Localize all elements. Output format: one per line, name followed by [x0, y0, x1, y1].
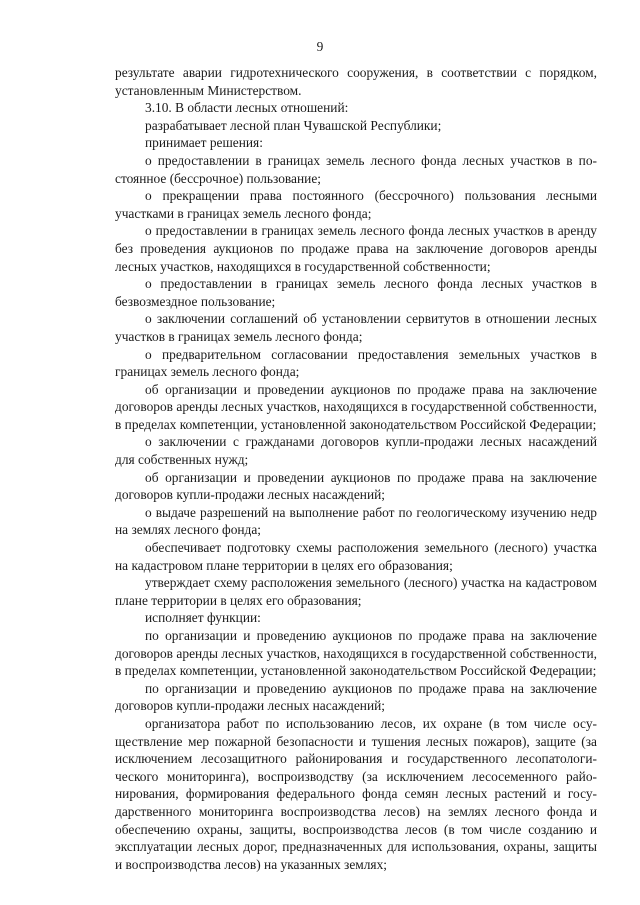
paragraph: утверждает схему расположения земельного (лесного) участка на кадастровом плане территории в целях его образования; — [115, 575, 597, 608]
paragraph: о предварительном согласовании предоставления земельных участков в границах земель лесного фонда; — [115, 346, 597, 380]
paragraph: о предоставлении в границах земель лесного фонда лесных участков в аренду без проведения аукционов по продаже права на заключение договоров аренды лесных участков, находящихся в государственной собственности; — [115, 223, 597, 274]
document-body — [115, 64, 597, 873]
paragraph: по организации и проведению аукционов по продаже права на заключение договоров купли-продажи лесных насаждений; — [115, 680, 597, 714]
paragraph: результате аварии гидротехнического сооружения, в соответствии с порядком, установленным Министерством. — [115, 65, 597, 98]
paragraph: о заключении с гражданами договоров купли-продажи лесных насаждений для собственных нужд; — [115, 434, 597, 468]
paragraph: о прекращении права постоянного (бессрочного) пользования лесными участками в границах земель лесного фонда; — [115, 188, 597, 221]
paragraph: обеспечивает подготовку схемы расположения земельного (лесного) участка на кадастровом плане территории в целях его образования; — [115, 540, 597, 573]
paragraph: о предоставлении в границах земель лесного фонда лесных участков в безвозмездное пользование; — [115, 276, 597, 309]
paragraph: принимает решения: — [145, 135, 263, 151]
paragraph: о выдаче разрешений на выполнение работ по геологическому изучению недр на землях лесного фонда; — [115, 504, 597, 538]
paragraph: разрабатывает лесной план Чувашской Республики; — [145, 117, 442, 133]
paragraph: по организации и проведению аукционов по продаже права на заключение договоров аренды лесных участков, находящихся в государственной собственности, в пределах компетенции, установленной законодательством Российской Федерации; — [115, 628, 597, 679]
paragraph: о заключении соглашений об установлении сервитутов в отношении лесных участков в границах земель лесного фонда; — [115, 311, 597, 344]
paragraph: 3.10. В области лесных отношений: — [145, 100, 349, 116]
paragraph: об организации и проведении аукционов по продаже права на заключение договоров аренды лесных участков, находящихся в государственной собственности, в пределах компетенции, установленной законодательством Российской Федерации; — [115, 381, 597, 432]
paragraph: организатора работ по использованию лесов, их охране (в том числе осуществление мер пожарной безопасности и тушения лесных пожаров), защите (за исключением лесозащитного районирования и государственного лесопатологического мониторинга), воспроизводству (за исключением лесосеменного районирования, формирования федерального фонда семян лесных растений и государственного мониторинга воспроизводства лесов) на землях лесного фонда и обеспечению охраны, защиты, воспроизводства лесов (в том числе созданию и эксплуатации лесных дорог, предназначенных для использования, охраны, защиты и воспроизводства лесов) на указанных землях; — [115, 715, 597, 872]
paragraph: об организации и проведении аукционов по продаже права на заключение договоров купли-продажи лесных насаждений; — [115, 469, 597, 503]
page-number: 9 — [316, 39, 324, 54]
paragraph: исполняет функции: — [145, 610, 261, 626]
paragraph: о предоставлении в границах земель лесного фонда лесных участков в постоянное (бессрочное) пользование; — [115, 152, 597, 186]
